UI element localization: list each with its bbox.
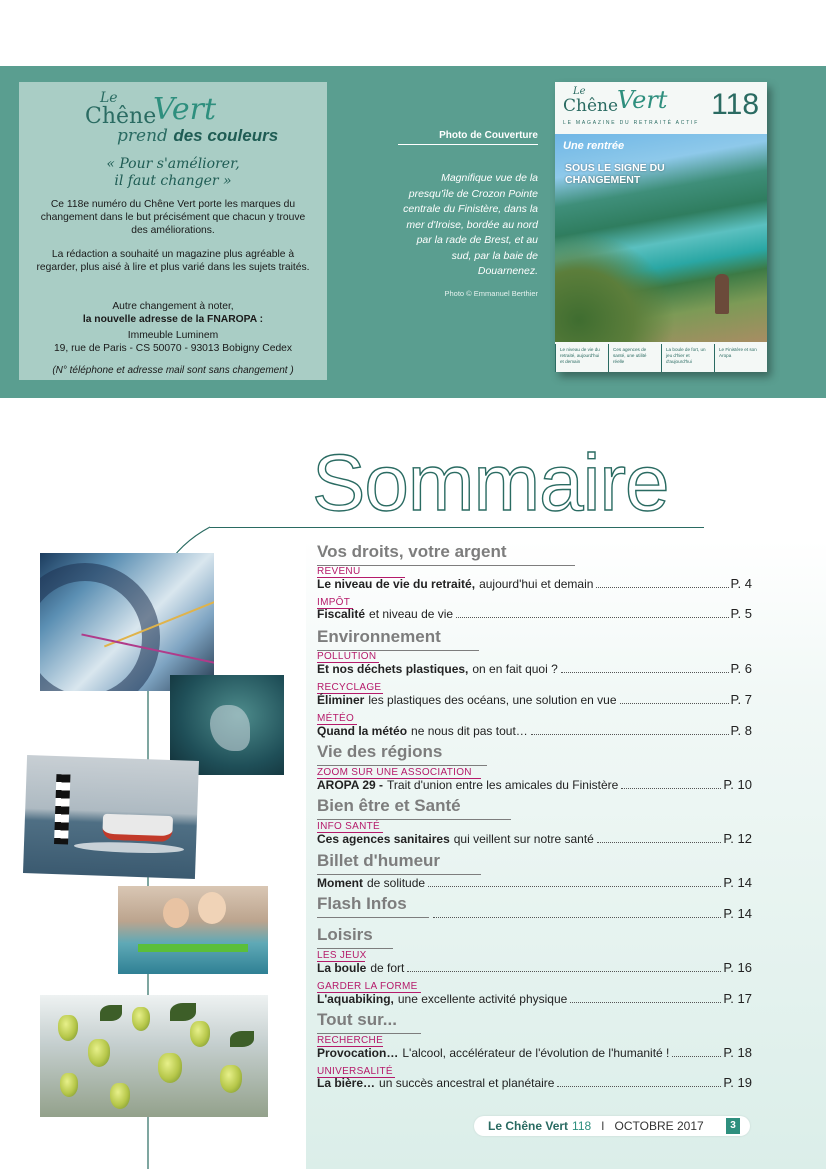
toc-entry[interactable] — [317, 831, 752, 846]
toc-entry[interactable] — [430, 906, 752, 921]
dot-leader — [672, 1056, 721, 1057]
toc-entry[interactable] — [317, 777, 752, 792]
dot-leader — [561, 672, 729, 673]
toc-entry[interactable] — [317, 960, 752, 975]
cover-logo-vert: Vert — [617, 86, 668, 114]
entry-title-bold: Fiscalité — [317, 607, 366, 621]
chene-vert-logo — [85, 88, 305, 148]
cover-photo-credit: Photo © Emmanuel Berthier — [444, 288, 538, 298]
cover-teaser: Le niveau de vie du retraité, aujourd'hui et demain — [555, 344, 608, 372]
page-title: Sommaire — [312, 438, 669, 527]
entry-category: ZOOM SUR UNE ASSOCIATION — [317, 767, 472, 778]
footer-issue-number: 118 — [572, 1119, 592, 1133]
cover-caption-heading: Photo de Couverture — [398, 130, 538, 145]
cover-tagline: LE MAGAZINE DU RETRAITÉ ACTIF — [563, 120, 700, 126]
entry-title-bold: AROPA 29 - — [317, 778, 384, 792]
entry-page-number: P. 12 — [723, 831, 752, 846]
dot-leader — [557, 1086, 721, 1087]
entry-page-number: P. 10 — [723, 777, 752, 792]
entry-category: MÉTÉO — [317, 713, 355, 724]
address-street: 19, rue de Paris - CS 50070 - 93013 Bobigny Cedex — [53, 343, 293, 354]
section-title: Loisirs — [317, 925, 373, 944]
entry-title-rest: aujourd'hui et demain — [479, 577, 594, 591]
magazine-cover — [555, 82, 767, 372]
logo-sub-bold: des couleurs — [173, 126, 279, 145]
entry-title-bold: Provocation… — [317, 1046, 399, 1060]
entry-category: POLLUTION — [317, 651, 377, 662]
logo-subtitle — [117, 126, 278, 146]
cover-kicker: Une rentrée — [563, 140, 625, 152]
entry-page-number: P. 16 — [723, 960, 752, 975]
editorial-paragraph-1: Ce 118e numéro du Chêne Vert porte les marques du changement dans le but précisément que chacun y trouve des améliorations. — [40, 199, 306, 236]
entry-category: IMPÔT — [317, 597, 351, 608]
editorial-paragraph-3 — [33, 300, 313, 355]
dot-leader — [620, 703, 729, 704]
cover-logo-le: Le — [573, 86, 586, 97]
section-rule — [317, 917, 429, 918]
quote-line-1: « Pour s'améliorer, — [106, 156, 240, 172]
toc-entry[interactable] — [317, 875, 752, 890]
toc-entry[interactable] — [317, 723, 752, 738]
entry-page-number: P. 19 — [723, 1075, 752, 1090]
section-title: Tout sur... — [317, 1010, 397, 1029]
entry-title-bold: Quand la météo — [317, 724, 408, 738]
editorial-paragraph-2: La rédaction a souhaité un magazine plus agréable à regarder, plus aisé à lire et plus varié dans les sujets traités. — [36, 249, 310, 273]
entry-category: RECYCLAGE — [317, 682, 382, 693]
entry-title-rest: ne nous dit pas tout… — [411, 724, 528, 738]
cover-footer-teasers — [555, 344, 767, 372]
entry-title-bold: Éliminer — [317, 693, 365, 707]
entry-category: LES JEUX — [317, 950, 367, 961]
entry-category: RECHERCHE — [317, 1035, 384, 1046]
section-rule — [317, 948, 393, 949]
section-title: Environnement — [317, 627, 441, 646]
entry-title-bold: L'aquabiking, — [317, 992, 394, 1006]
toc-entry[interactable] — [317, 661, 752, 676]
footer-date: OCTOBRE 2017 — [614, 1119, 704, 1133]
cover-issue-number: 118 — [711, 88, 759, 121]
toc-entry[interactable] — [317, 1075, 752, 1090]
address-building: Immeuble Luminem — [127, 330, 219, 341]
cover-caption — [398, 130, 538, 298]
toc-entry[interactable] — [317, 576, 752, 591]
editorial-quote — [19, 156, 327, 190]
toc-entry[interactable] — [317, 692, 752, 707]
dot-leader — [597, 842, 721, 843]
entry-page-number: P. 18 — [723, 1045, 752, 1060]
entry-page-number: P. 6 — [730, 661, 752, 676]
cover-caption-description: Magnifique vue de la presqu'île de Crozon Pointe centrale du Finistère, dans la mer d'Iroise, bordée au nord par la rade de Brest, et au sud, par la baie de Douarnenez. — [403, 172, 538, 277]
cover-photo-walker — [715, 274, 729, 314]
toc-entry[interactable] — [317, 991, 752, 1006]
section-title: Bien être et Santé — [317, 796, 461, 815]
entry-title-bold: Le niveau de vie du retraité, — [317, 577, 476, 591]
entry-title-bold: Moment — [317, 876, 363, 890]
editorial-box — [19, 82, 327, 380]
photo-lighthouse-boat — [23, 755, 199, 879]
logo-le: Le — [100, 90, 118, 106]
cover-logo-chene: Chêne — [563, 96, 619, 116]
dot-leader — [456, 617, 728, 618]
dot-leader — [531, 734, 729, 735]
entry-title-rest: de fort — [370, 961, 405, 975]
entry-title-bold: La boule — [317, 961, 367, 975]
entry-title-bold: Et nos déchets plastiques, — [317, 662, 469, 676]
section-rule — [317, 765, 487, 766]
photo-aquabiking — [118, 886, 268, 974]
footer-page-number: 3 — [726, 1118, 740, 1134]
entry-title-rest: et niveau de vie — [369, 607, 454, 621]
entry-title-rest: Trait d'union entre les amicales du Finistère — [387, 778, 619, 792]
cover-headline: SOUS LE SIGNE DU CHANGEMENT — [565, 162, 665, 186]
entry-title-rest: de solitude — [367, 876, 426, 890]
entry-page-number: P. 8 — [730, 723, 752, 738]
logo-vert: Vert — [153, 92, 217, 127]
dot-leader — [433, 917, 721, 918]
entry-title-rest: un succès ancestral et planétaire — [379, 1076, 555, 1090]
entry-category: UNIVERSALITÉ — [317, 1066, 393, 1077]
entry-title-rest: on en fait quoi ? — [472, 662, 558, 676]
entry-title-rest: une excellente activité physique — [397, 992, 568, 1006]
cover-teaser: Ces agences de santé, une utilité réelle — [608, 344, 661, 372]
title-rule — [210, 527, 704, 528]
entry-title-bold: La bière… — [317, 1076, 376, 1090]
section-title: Vos droits, votre argent — [317, 542, 507, 561]
section-title: Billet d'humeur — [317, 851, 441, 870]
photo-finance-chart — [40, 553, 214, 691]
toc-entry[interactable] — [317, 606, 752, 621]
photo-hops — [40, 995, 268, 1117]
dot-leader — [570, 1002, 721, 1003]
quote-line-2: il faut changer » — [114, 173, 232, 189]
footer-magazine-name: Le Chêne Vert — [488, 1119, 569, 1133]
entry-page-number: P. 5 — [730, 606, 752, 621]
section-rule — [317, 819, 511, 820]
entry-category: INFO SANTÉ — [317, 821, 381, 832]
dot-leader — [596, 587, 728, 588]
logo-chene: Chêne — [85, 104, 157, 129]
cover-teaser: La boule de fort, un jeu d'hier et d'aujourd'hui — [661, 344, 714, 372]
toc-entry[interactable] — [317, 1045, 752, 1060]
entry-category: REVENU — [317, 566, 361, 577]
entry-page-number: P. 17 — [723, 991, 752, 1006]
address-heading: la nouvelle adresse de la FNAROPA : — [82, 314, 264, 325]
editorial-note: (N° téléphone et adresse mail sont sans changement ) — [52, 365, 294, 376]
page-footer — [474, 1116, 750, 1136]
entry-category: GARDER LA FORME — [317, 981, 418, 992]
entry-title-rest: qui veillent sur notre santé — [453, 832, 594, 846]
section-rule — [317, 1033, 421, 1034]
section-title: Vie des régions — [317, 742, 443, 761]
entry-title-rest: les plastiques des océans, une solution en vue — [368, 693, 617, 707]
entry-page-number: P. 7 — [730, 692, 752, 707]
entry-title-rest: L'alcool, accélérateur de l'évolution de l'humanité ! — [402, 1046, 670, 1060]
entry-title-bold: Ces agences sanitaires — [317, 832, 450, 846]
dot-leader — [407, 971, 721, 972]
address-intro: Autre changement à noter, — [112, 301, 234, 312]
entry-page-number: P. 14 — [723, 875, 752, 890]
cover-teaser: Le Finistère et son Aropa — [714, 344, 767, 372]
entry-page-number: P. 14 — [723, 906, 752, 921]
logo-sub-italic: prend — [117, 126, 168, 146]
dot-leader — [428, 886, 721, 887]
dot-leader — [621, 788, 721, 789]
footer-separator: I — [601, 1119, 605, 1133]
section-title: Flash Infos — [317, 894, 407, 913]
entry-page-number: P. 4 — [730, 576, 752, 591]
cover-photo-hill — [555, 232, 675, 342]
